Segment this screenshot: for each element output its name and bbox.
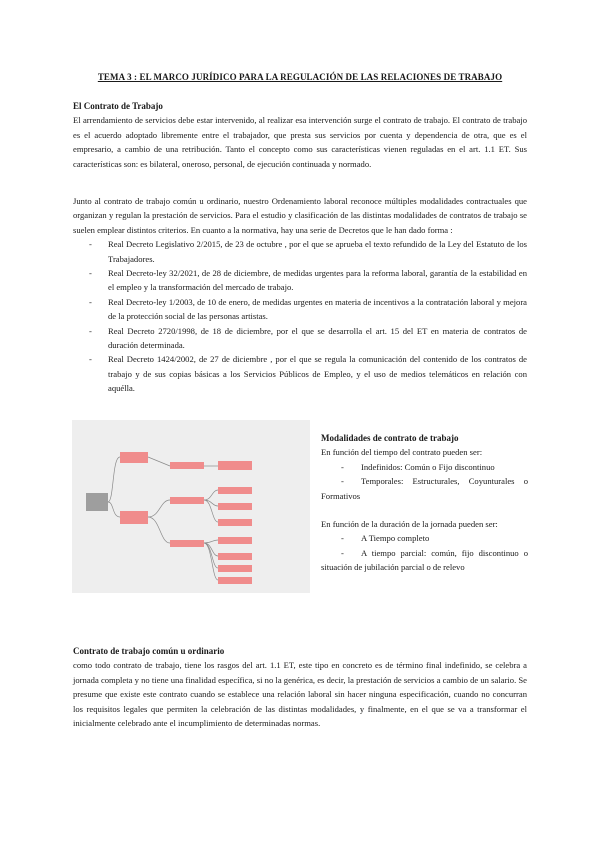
- section-heading: Modalidades de contrato de trabajo: [321, 433, 459, 443]
- paragraph: Junto al contrato de trabajo común u ordinario, nuestro Ordenamiento laboral reconoce múltiples modalidades contractuales que organizan y regulan la prestación de servicios. Para el estudio y clasificación de las distintas modalidades de contratos de trabajo se suelen emplear distintos criterios. En cuanto a la normativa, hay una serie de Decretos que le han dado forma :: [73, 196, 527, 235]
- decree-list: [73, 237, 527, 395]
- section-heading: El Contrato de Trabajo: [73, 101, 163, 111]
- section-modalidades-normativa: [73, 194, 527, 396]
- list-item: - Temporales: Estructurales, Coyunturales o Formativos: [321, 474, 528, 503]
- section-contrato-de-trabajo: [73, 99, 527, 171]
- list-item: - Real Decreto 1424/2002, de 27 de diciembre , por el que se regula la comunicación del contenido de los contratos de trabajo y de sus copias básicas a los Servicios Públicos de Empleo, y el uso de medios telemáticos en relación con aquélla.: [73, 352, 527, 395]
- paragraph: En función de la duración de la jornada pueden ser:: [321, 519, 498, 530]
- list-item: - Real Decreto-ley 32/2021, de 28 de diciembre, de medidas urgentes para la reforma laboral, garantía de la estabilidad en el empleo y la transformación del mercado de trabajo.: [73, 266, 527, 295]
- mindmap-node: [170, 462, 204, 469]
- contract-types-mindmap: [72, 420, 310, 593]
- section-heading: Contrato de trabajo común u ordinario: [73, 646, 225, 656]
- list-item: - Indefinidos: Común o Fijo discontinuo: [321, 460, 528, 474]
- tiempo-list: [321, 460, 528, 503]
- mindmap-node: [218, 503, 252, 510]
- mindmap-node: [218, 537, 252, 544]
- mindmap-node: [218, 519, 252, 526]
- jornada-list: [321, 531, 528, 574]
- list-item: - A Tiempo completo: [321, 531, 528, 545]
- mindmap-node: [120, 511, 148, 524]
- list-item: - Real Decreto-ley 1/2003, de 10 de enero, de medidas urgentes en materia de incentivos a la contratación laboral y mejora de la protección social de las personas artistas.: [73, 295, 527, 324]
- mindmap-node: [218, 565, 252, 572]
- paragraph: En función del tiempo del contrato pueden ser:: [321, 447, 483, 458]
- mindmap-graphic: [72, 420, 310, 593]
- mindmap-node: [170, 540, 204, 547]
- section-contrato-comun: [73, 644, 527, 730]
- mindmap-root-node: [86, 493, 108, 511]
- paragraph: como todo contrato de trabajo, tiene los rasgos del art. 1.1 ET, este tipo en concreto es de término final indefinido, se celebra a jornada completa y no tiene una finalidad específica, si no la genérica, es decir, la prestación de servicios a cambio de un salario. Se presume que existe este contrato cuando se establece una relación laboral sin hacer ninguna especificación, cuando no concurran los requisitos legales que permiten la celebración de las distintas modalidades, y finalmente, en el que se va a transformar el inicialmente celebrado ante el incumplimiento de determinadas normas.: [73, 660, 527, 729]
- mindmap-node: [218, 461, 252, 470]
- section-modalidades-contrato: [321, 431, 528, 575]
- mindmap-node: [170, 497, 204, 504]
- list-item: - A tiempo parcial: común, fijo discontinuo o situación de jubilación parcial o de relevo: [321, 546, 528, 575]
- list-item: - Real Decreto Legislativo 2/2015, de 23 de octubre , por el que se aprueba el texto refundido de la Ley del Estatuto de los Trabajadores.: [73, 237, 527, 266]
- list-item: - Real Decreto 2720/1998, de 18 de diciembre, por el que se desarrolla el art. 15 del ET en materia de contratos de duración determinada.: [73, 324, 527, 353]
- mindmap-node: [218, 577, 252, 584]
- mindmap-node: [218, 553, 252, 560]
- document-title: TEMA 3 : EL MARCO JURÍDICO PARA LA REGULACIÓN DE LAS RELACIONES DE TRABAJO: [97, 72, 503, 82]
- mindmap-node: [120, 452, 148, 463]
- paragraph: El arrendamiento de servicios debe estar intervenido, al realizar esa intervención surge el contrato de trabajo. El contrato de trabajo es el acuerdo adoptado libremente entre el trabajador, que presta sus servicios por cuenta y dependencia de otra, que es el empresario, a cambio de una retribución. Tanto el concepto como sus características vienen reguladas en el art. 1.1 ET. Sus características son: es bilateral, oneroso, personal, de ejecución continuada y normado.: [73, 115, 527, 169]
- mindmap-node: [218, 487, 252, 494]
